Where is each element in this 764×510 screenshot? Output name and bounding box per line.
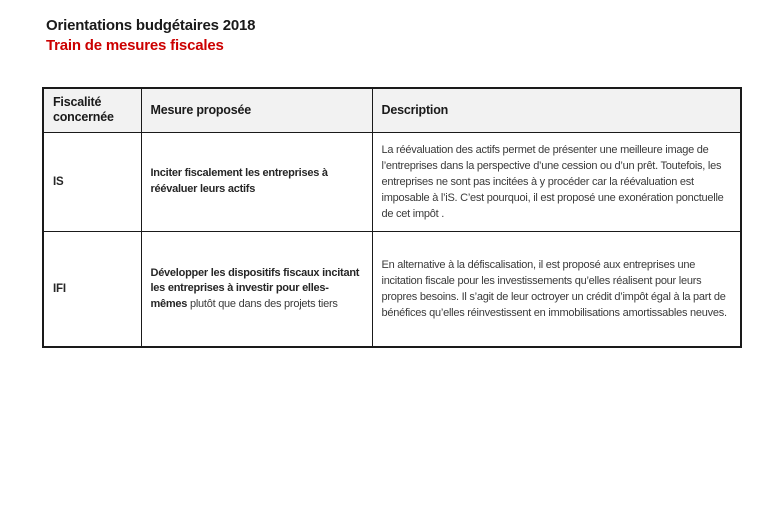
document-subtitle: Train de mesures fiscales [46, 37, 224, 54]
mesure-cell-ifi [141, 231, 372, 347]
fiscalite-value-ifi: IFI [43, 231, 141, 347]
mesure-bold-text: Inciter fiscalement les entreprises à réévaluer leurs actifs [150, 167, 328, 195]
description-text-is: La réévaluation des actifs permet de présenter une meilleure image de l’entreprises dans la perspective d’une cession ou d’un prêt. Toutefois, les entreprises ne sont pas incitées à y procéder car la réévaluation est imposable à l’iS. C’est pourquoi, il est proposé une exonération ponctuelle de cet impôt . [372, 132, 741, 231]
mesure-bold-text: Développer les dispositifs fiscaux incitant les entreprises à investir pour elles-mêmes [150, 266, 360, 310]
mesure-cell-is [141, 132, 372, 231]
document-header [46, 16, 255, 55]
table-header-row [43, 88, 741, 132]
column-header-mesure-proposee: Mesure proposée [141, 88, 372, 132]
description-text-ifi: En alternative à la défiscalisation, il est proposé aux entreprises une incitation fiscale pour les investissements qu’elles réalisent pour leurs propres besoins. Il s’agit de leur octroyer un crédit d’impôt égal à la part de bénéfices qu’elles réinvestissent en immobilisations amortissables neuves. [372, 231, 741, 347]
column-header-fiscalite-concernee: Fiscalité concernée [43, 88, 141, 132]
table-row-ifi [43, 231, 741, 347]
mesure-regular-text: plutôt que dans des projets tiers [187, 297, 338, 310]
table-row-is [43, 132, 741, 231]
fiscal-measures-table [42, 87, 742, 348]
document-title: Orientations budgétaires 2018 [46, 17, 256, 34]
column-header-description: Description [372, 88, 741, 132]
fiscalite-value-is: IS [43, 132, 141, 231]
